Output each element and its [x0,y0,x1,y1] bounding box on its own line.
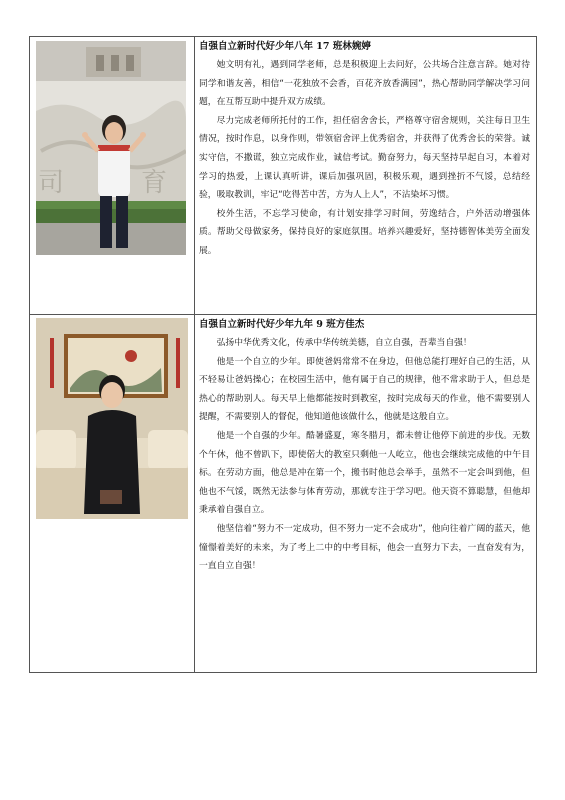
paragraph: 尽力完成老师所托付的工作，担任宿舍舍长，严格尊守宿舍规则，关注每日卫生情况，按时作息，以身作则，带领宿舍评上优秀宿舍，并获得了优秀舍长的荣誉。诚实守信，不撒谎，独立完成作业，诚信考试。勤奋努力，每天坚持早起自习，本着对学习的热爱，上课认真听讲，课后加强巩固，积极乐观，遇到挫折不气馁，总结经验，吸取教训，牢记“吃得苦中苦，方为人上人”，不沾染坏习惯。 [199,115,530,201]
profile-table [29,36,537,673]
photo-cell [30,315,195,672]
paragraph: 他是一个自立的少年。即使爸妈常常不在身边，但他总能打理好自己的生活，从不轻易让爸妈操心；在校园生活中，他有属于自己的规律，他不常求助于人，但总是热心的帮助别人。每天早上他都能按时到教室，按时完成每天的作业，他不需要别人提醒，不需要别人的督促，他知道他该做什么，他就是这般自立。 [199,356,530,423]
student-photo-boy [36,318,188,519]
student-photo-girl [36,41,186,255]
table-row [30,37,536,315]
paragraph: 他坚信着“努力不一定成功，但不努力一定不会成功”，他向往着广阔的蓝天，他憧憬着美好的未来，为了考上二中的中考目标，他会一直努力下去，一直奋发有为，一直自立自强！ [199,523,530,572]
paragraph: 她文明有礼，遇到同学老师，总是积极迎上去问好，公共场合注意言辞。她对待同学和谐友善，相信“一花独放不会香，百花齐放香满园”，热心帮助同学解决学习问题，在互帮互助中提升双方成绩。 [199,60,530,108]
entry-title: 自强自立新时代好少年八年 17 班林婉婷 [199,41,371,52]
entry-title: 自强自立新时代好少年九年 9 班方佳杰 [199,319,365,330]
svg-text:育: 育 [141,168,168,198]
paragraph: 他是一个自强的少年。酷暑盛夏，寒冬腊月，都未曾让他停下前进的步伐。无数个午休，他不曾趴下，即使偌大的教室只剩他一人屹立，他也会继续完成他的中午目标。在劳动方面，他总是冲在第一个，搬书时他总会举手，虽然不一定会叫到他，但他也不气馁，既然无法参与体育劳动，那就专注于学习吧。他天资不算聪慧，但他却秉承着自强自立。 [199,430,530,516]
paragraph: 弘扬中华优秀文化，传承中华传统美德，自立自强，吾辈当自强！ [216,338,472,348]
text-cell [195,315,536,672]
photo-cell [30,37,195,314]
table-row [30,315,536,672]
text-cell [195,37,536,314]
paragraph: 校外生活，不忘学习使命，有计划安排学习时间，劳逸结合，户外活动增强体质。帮助父母做家务，保持良好的家庭氛围。培养兴趣爱好，坚持德智体美劳全面发展。 [199,208,530,256]
svg-text:司: 司 [38,168,65,198]
